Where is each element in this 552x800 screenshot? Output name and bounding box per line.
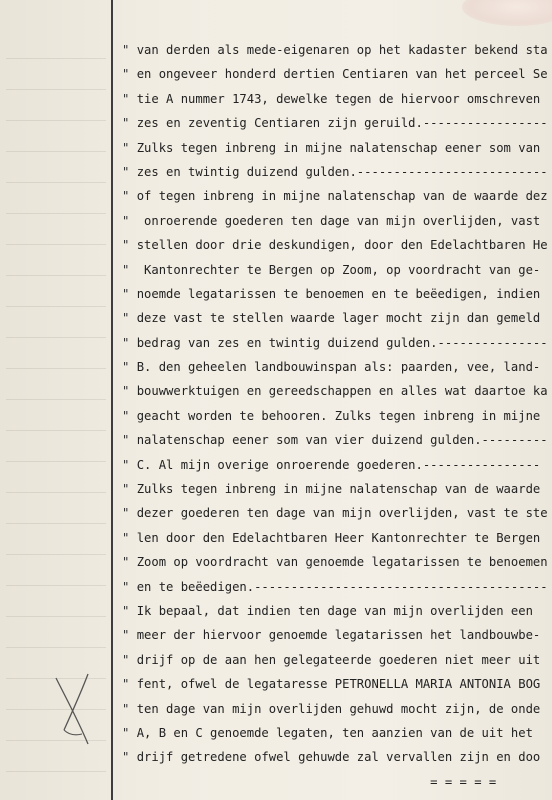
- text-line: " A, B en C genoemde legaten, ten aanzien van de uit het: [122, 725, 533, 740]
- text-line: " bouwwerktuigen en gereedschappen en alles wat daartoe ka: [122, 384, 548, 399]
- text-line: " ten dage van mijn overlijden gehuwd mocht zijn, de onde: [122, 701, 541, 716]
- text-line: " tie A nummer 1743, dewelke tegen de hiervoor omschreven: [122, 91, 541, 106]
- text-line: " fent, ofwel de legataresse PETRONELLA MARIA ANTONIA BOG: [122, 677, 541, 692]
- text-line: " dezer goederen ten dage van mijn overlijden, vast te ste: [122, 506, 548, 521]
- text-line: " Ik bepaal, dat indien ten dage van mijn overlijden een: [122, 603, 533, 618]
- text-line: " noemde legatarissen te benoemen en te beëedigen, indien: [122, 286, 541, 301]
- text-line: " len door den Edelachtbaren Heer Kantonrechter te Bergen: [122, 530, 541, 545]
- text-line: " Zoom op voordracht van genoemde legatarissen te benoemen: [122, 555, 548, 570]
- text-line: " bedrag van zes en twintig duizend gulden.---------------: [122, 335, 548, 350]
- text-line: " onroerende goederen ten dage van mijn overlijden, vast: [122, 213, 541, 228]
- text-line: " en ongeveer honderd dertien Centiaren van het perceel Se: [122, 67, 548, 82]
- text-line: " stellen door drie deskundigen, door den Edelachtbaren He: [122, 238, 548, 253]
- text-line: " deze vast te stellen waarde lager mocht zijn dan gemeld: [122, 311, 541, 326]
- text-line: " C. Al mijn overige onroerende goederen.----------------: [122, 457, 541, 472]
- margin-rule: [111, 0, 113, 800]
- text-line: " drijf getredene ofwel gehuwde zal vervallen zijn en doo: [122, 750, 541, 765]
- handwritten-margin-mark: [52, 668, 98, 748]
- text-line: " van derden als mede-eigenaren op het kadaster bekend sta: [122, 43, 548, 57]
- embossed-seal: [462, 0, 552, 26]
- closing-rule: = = = = =: [129, 774, 497, 789]
- text-line: " geacht worden te behooren. Zulks tegen inbreng in mijne: [122, 408, 541, 423]
- text-line: " B. den geheelen landbouwinspan als: paarden, vee, land-: [122, 360, 541, 375]
- text-line: " en te beëedigen.----------------------------------------: [122, 579, 548, 594]
- text-line: " Zulks tegen inbreng in mijne nalatenschap van de waarde: [122, 482, 541, 497]
- text-line: " zes en twintig duizend gulden.--------------------------: [122, 164, 548, 179]
- text-line: " of tegen inbreng in mijne nalatenschap van de waarde dez: [122, 189, 548, 204]
- text-line: " Zulks tegen inbreng in mijne nalatenschap eener som van: [122, 140, 541, 155]
- text-line: " nalatenschap eener som van vier duizend gulden.---------: [122, 433, 548, 448]
- text-line: " zes en zeventig Centiaren zijn geruild.-----------------: [122, 116, 548, 131]
- text-line: " Kantonrechter te Bergen op Zoom, op voordracht van ge-: [122, 262, 541, 277]
- text-line: " drijf op de aan hen gelegateerde goederen niet meer uit: [122, 652, 541, 667]
- document-body: [122, 38, 552, 794]
- text-line: " meer der hiervoor genoemde legatarissen het landbouwbe-: [122, 628, 541, 643]
